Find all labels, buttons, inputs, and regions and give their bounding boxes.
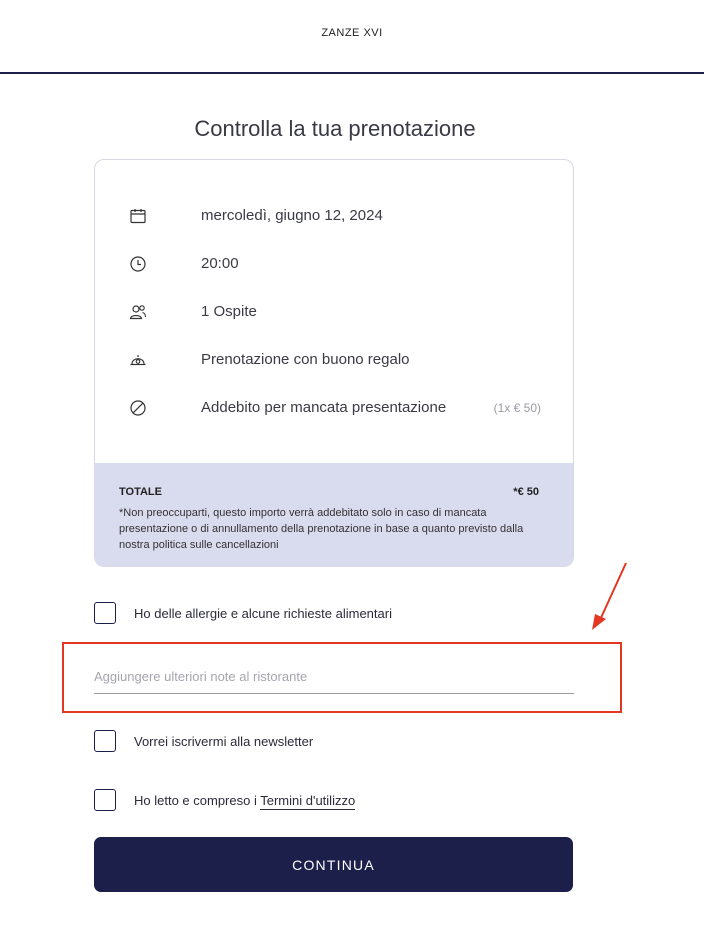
- summary-date: mercoledì, giugno 12, 2024: [201, 207, 383, 224]
- summary-row-no-show: [95, 396, 573, 420]
- gift-card-icon: [129, 351, 147, 369]
- terms-option[interactable]: [94, 789, 594, 813]
- brand-name: ZANZE XVI: [321, 27, 383, 39]
- total-note: *Non preoccuparti, questo importo verrà addebitato solo in caso di mancata presentazione o di annullamento della prenotazione in base a quanto previsto dalla nostra politica sulle cancellazioni: [119, 507, 524, 551]
- reservation-summary-card: [94, 159, 574, 567]
- restaurant-notes-input[interactable]: [94, 660, 574, 694]
- summary-row-gift-card: [95, 348, 573, 372]
- continue-button[interactable]: CONTINUA: [94, 837, 573, 892]
- header: [0, 0, 704, 74]
- newsletter-label[interactable]: Vorrei iscrivermi alla newsletter: [134, 734, 314, 749]
- guests-icon: [129, 303, 147, 321]
- clock-icon: [129, 255, 147, 273]
- page-title: Controlla la tua prenotazione: [194, 116, 476, 141]
- terms-prefix: Ho letto e compreso i: [134, 793, 257, 808]
- allergies-checkbox[interactable]: [94, 602, 116, 624]
- summary-row-date: [95, 204, 573, 228]
- total-label: TOTALE: [119, 486, 162, 498]
- total-amount: *€ 50: [513, 486, 539, 498]
- summary-guests: 1 Ospite: [201, 303, 257, 320]
- summary-row-time: [95, 252, 573, 276]
- summary-no-show-fee-detail: (1x € 50): [493, 401, 541, 415]
- summary-time: 20:00: [201, 255, 239, 272]
- newsletter-checkbox[interactable]: [94, 730, 116, 752]
- terms-label: [134, 793, 355, 808]
- summary-row-guests: [95, 300, 573, 324]
- newsletter-option[interactable]: [94, 730, 594, 754]
- annotation-arrow-icon: [586, 560, 636, 640]
- terms-link[interactable]: Termini d'utilizzo: [260, 793, 356, 808]
- summary-gift-card: Prenotazione con buono regalo: [201, 351, 410, 368]
- allergies-label[interactable]: Ho delle allergie e alcune richieste alimentari: [134, 606, 392, 621]
- total-section: [95, 463, 573, 566]
- allergies-option[interactable]: [94, 602, 594, 626]
- calendar-icon: [129, 207, 147, 225]
- no-show-icon: [129, 399, 147, 417]
- summary-no-show-fee: Addebito per mancata presentazione: [201, 399, 447, 416]
- terms-checkbox[interactable]: [94, 789, 116, 811]
